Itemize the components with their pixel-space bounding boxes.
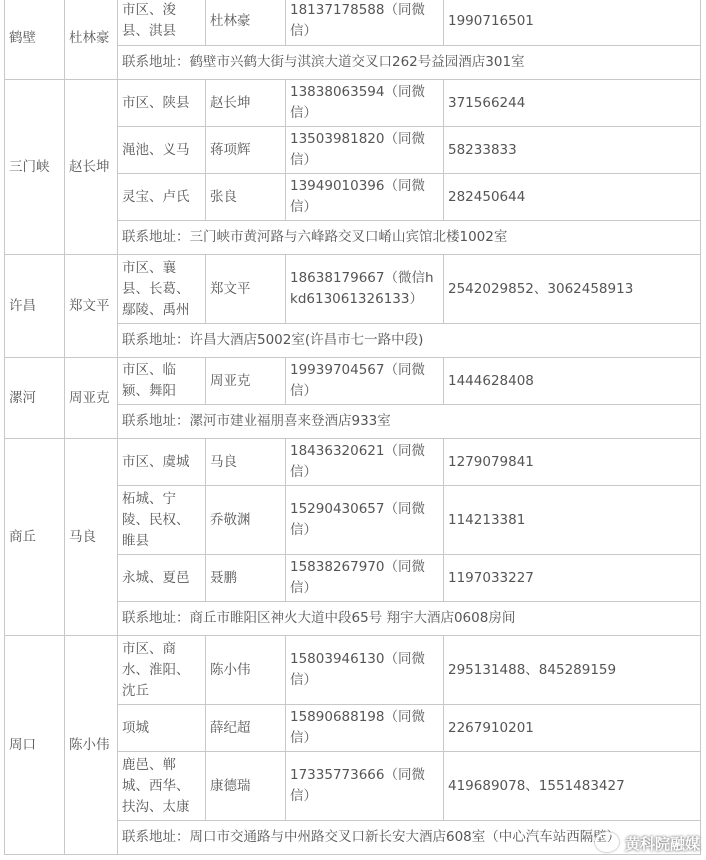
name-cell: 陈小伟 — [206, 636, 286, 705]
qq-cell: 1444628408 — [444, 358, 701, 405]
contact-table — [4, 0, 701, 855]
area-cell: 市区、商水、淮阳、沈丘 — [118, 636, 206, 705]
qq-cell: 419689078、1551483427 — [444, 752, 701, 821]
phone-cell: 13838063594（同微信） — [286, 80, 444, 127]
qq-cell: 1279079841 — [444, 439, 701, 486]
leader-cell: 赵长坤 — [65, 80, 118, 255]
name-cell: 周亚克 — [206, 358, 286, 405]
area-cell: 项城 — [118, 705, 206, 752]
name-cell: 康德瑞 — [206, 752, 286, 821]
table-row — [5, 439, 701, 486]
contact-table-body — [5, 0, 701, 855]
address-cell: 联系地址：漯河市建业福朋喜来登酒店933室 — [118, 405, 701, 439]
name-cell: 马良 — [206, 439, 286, 486]
table-row — [5, 255, 701, 324]
name-cell: 张良 — [206, 174, 286, 221]
phone-cell: 17335773666（同微信） — [286, 752, 444, 821]
table-row — [5, 636, 701, 705]
area-cell: 市区、浚县、淇县 — [118, 0, 206, 46]
name-cell: 乔敬渊 — [206, 486, 286, 555]
qq-cell: 295131488、845289159 — [444, 636, 701, 705]
city-cell: 鹤壁 — [5, 0, 65, 80]
city-cell: 商丘 — [5, 439, 65, 636]
phone-cell: 13503981820（同微信） — [286, 127, 444, 174]
city-cell: 漯河 — [5, 358, 65, 439]
city-cell: 三门峡 — [5, 80, 65, 255]
name-cell: 蒋项辉 — [206, 127, 286, 174]
qq-cell: 371566244 — [444, 80, 701, 127]
address-cell: 联系地址：周口市交通路与中州路交叉口新长安大酒店608室（中心汽车站西隔壁） — [118, 821, 701, 855]
area-cell: 市区、襄县、长葛、鄢陵、禹州 — [118, 255, 206, 324]
area-cell: 柘城、宁陵、民权、睢县 — [118, 486, 206, 555]
table-row — [5, 0, 701, 46]
qq-cell: 58233833 — [444, 127, 701, 174]
name-cell: 郑文平 — [206, 255, 286, 324]
city-cell: 周口 — [5, 636, 65, 855]
address-cell: 联系地址：商丘市睢阳区神火大道中段65号 翔宇大酒店0608房间 — [118, 602, 701, 636]
area-cell: 市区、虞城 — [118, 439, 206, 486]
leader-cell: 周亚克 — [65, 358, 118, 439]
leader-cell: 陈小伟 — [65, 636, 118, 855]
phone-cell: 13949010396（同微信） — [286, 174, 444, 221]
qq-cell: 282450644 — [444, 174, 701, 221]
name-cell: 赵长坤 — [206, 80, 286, 127]
qq-cell: 2267910201 — [444, 705, 701, 752]
area-cell: 灵宝、卢氏 — [118, 174, 206, 221]
qq-cell: 1197033227 — [444, 555, 701, 602]
leader-cell: 杜林豪 — [65, 0, 118, 80]
qq-cell: 114213381 — [444, 486, 701, 555]
leader-cell: 马良 — [65, 439, 118, 636]
qq-cell: 2542029852、3062458913 — [444, 255, 701, 324]
city-cell: 许昌 — [5, 255, 65, 358]
area-cell: 市区、临颍、舞阳 — [118, 358, 206, 405]
phone-cell: 15803946130（同微信） — [286, 636, 444, 705]
phone-cell: 15890688198（同微信） — [286, 705, 444, 752]
address-cell: 联系地址：鹤壁市兴鹤大街与淇滨大道交叉口262号益园酒店301室 — [118, 46, 701, 80]
phone-cell: 15290430657（同微信） — [286, 486, 444, 555]
phone-cell: 18137178588（同微信） — [286, 0, 444, 46]
area-cell: 永城、夏邑 — [118, 555, 206, 602]
phone-cell: 18638179667（微信hkd613061326133） — [286, 255, 444, 324]
table-row — [5, 358, 701, 405]
area-cell: 市区、陕县 — [118, 80, 206, 127]
address-cell: 联系地址：许昌大酒店5002室(许昌市七一路中段) — [118, 324, 701, 358]
name-cell: 薛纪超 — [206, 705, 286, 752]
qq-cell: 1990716501 — [444, 0, 701, 46]
name-cell: 杜林豪 — [206, 0, 286, 46]
area-cell: 鹿邑、郸城、西华、扶沟、太康 — [118, 752, 206, 821]
table-row — [5, 80, 701, 127]
phone-cell: 18436320621（同微信） — [286, 439, 444, 486]
area-cell: 渑池、义马 — [118, 127, 206, 174]
leader-cell: 郑文平 — [65, 255, 118, 358]
phone-cell: 19939704567（同微信） — [286, 358, 444, 405]
address-cell: 联系地址：三门峡市黄河路与六峰路交叉口崤山宾馆北楼1002室 — [118, 221, 701, 255]
watermark-text: 黄科院融媒 — [624, 835, 700, 853]
name-cell: 聂鹏 — [206, 555, 286, 602]
phone-cell: 15838267970（同微信） — [286, 555, 444, 602]
